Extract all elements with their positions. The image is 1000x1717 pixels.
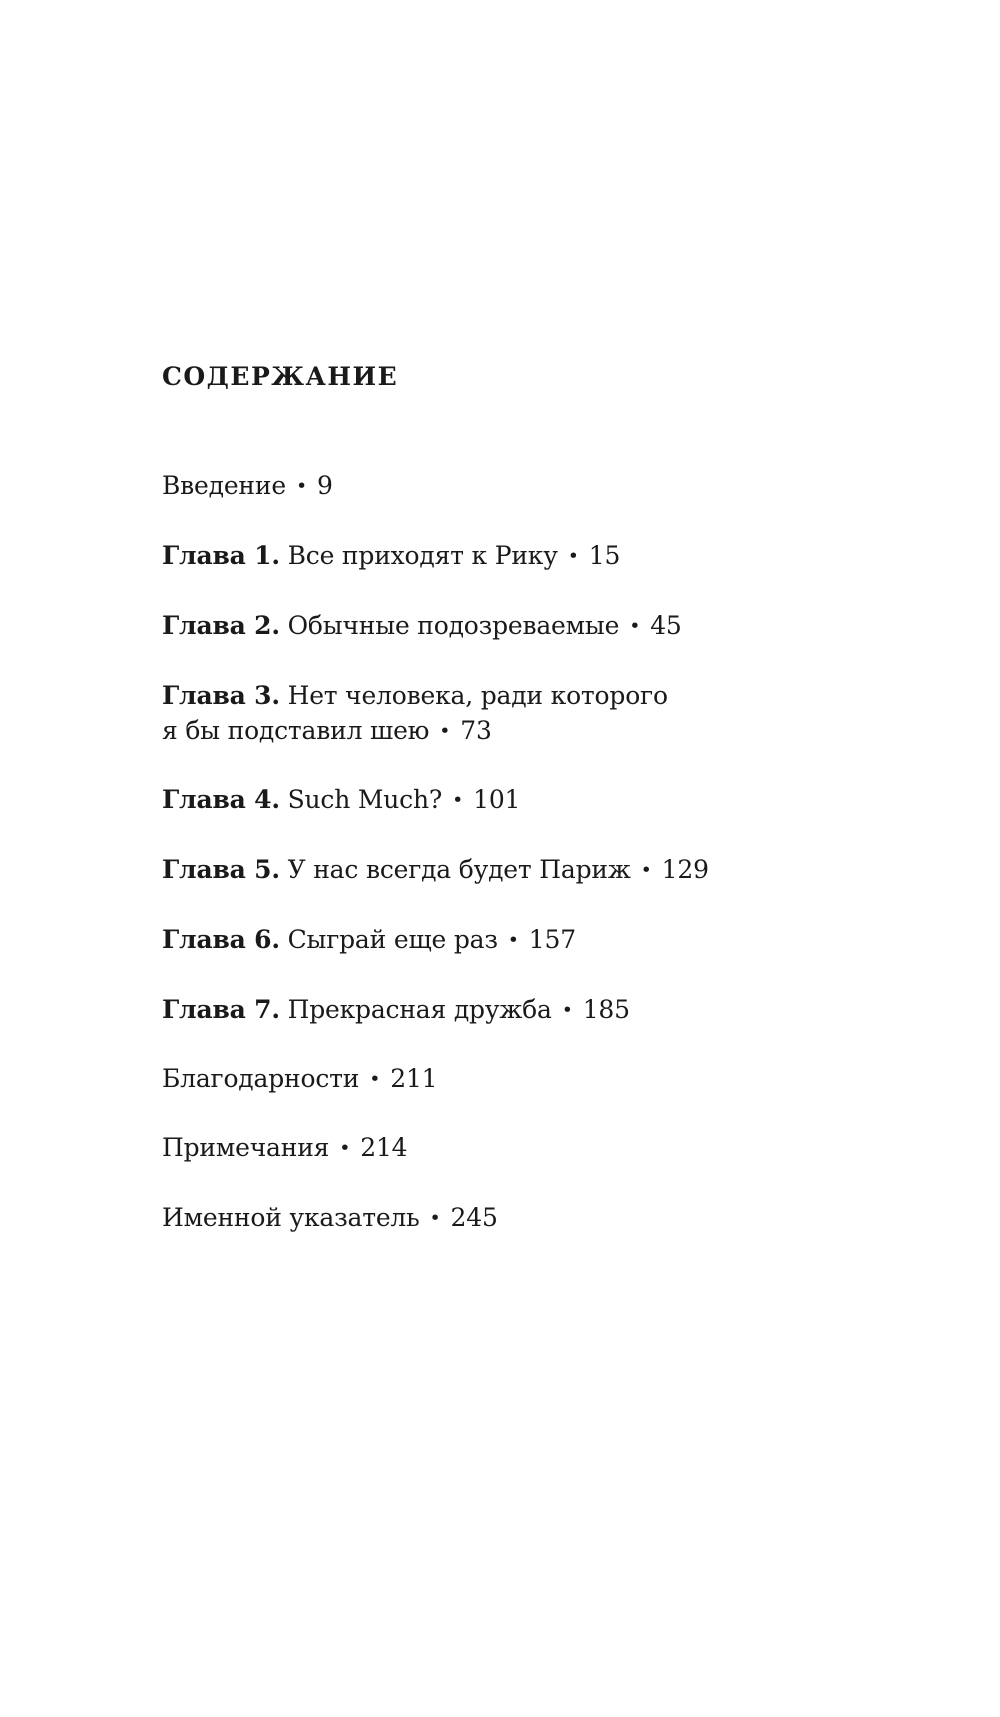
page-number: 157: [528, 925, 576, 954]
entry-label: Благодарности: [162, 1064, 360, 1093]
page-number: 101: [473, 785, 521, 814]
page-number: 211: [390, 1064, 438, 1093]
chapter-title: Прекрасная дружба: [287, 995, 552, 1024]
chapter-title: Все приходят к Рику: [287, 541, 558, 570]
chapter-title: Нет человека, ради которого: [287, 681, 668, 710]
entry-label: Примечания: [162, 1133, 330, 1162]
page-number: 245: [450, 1203, 498, 1232]
separator-dot: •: [369, 1068, 381, 1090]
chapter-number: Глава 1.: [162, 541, 280, 570]
separator-dot: •: [295, 475, 307, 497]
chapter-title: Обычные подозреваемые: [287, 611, 620, 640]
toc-entry-introduction: [162, 468, 333, 504]
toc-entry-name-index: [162, 1200, 498, 1236]
toc-entry-chapter-3: [162, 678, 668, 749]
page-number: 45: [650, 611, 682, 640]
chapter-number: Глава 7.: [162, 995, 280, 1024]
toc-title: СОДЕРЖАНИЕ: [162, 362, 399, 391]
separator-dot: •: [452, 789, 464, 811]
toc-line-1: [162, 678, 668, 713]
chapter-number: Глава 4.: [162, 785, 280, 814]
toc-entry-chapter-5: [162, 852, 709, 888]
separator-dot: •: [561, 999, 573, 1021]
entry-label: Введение: [162, 471, 286, 500]
toc-entry-chapter-1: [162, 538, 620, 574]
chapter-title-continued: я бы подставил шею: [162, 716, 430, 745]
toc-entry-chapter-7: [162, 992, 630, 1028]
page-number: 214: [360, 1133, 408, 1162]
toc-entry-chapter-4: [162, 782, 520, 818]
page-number: 73: [460, 716, 492, 745]
page-number: 15: [588, 541, 621, 570]
toc-line-2: [162, 713, 668, 749]
entry-label: Именной указатель: [162, 1203, 420, 1232]
separator-dot: •: [629, 615, 641, 637]
page-number: 129: [661, 855, 709, 884]
separator-dot: •: [439, 720, 451, 742]
page-number: 9: [316, 471, 333, 500]
toc-entry-chapter-6: [162, 922, 576, 958]
chapter-number: Глава 2.: [162, 611, 280, 640]
chapter-title: Сыграй еще раз: [287, 925, 498, 954]
chapter-number: Глава 6.: [162, 925, 280, 954]
toc-entry-chapter-2: [162, 608, 682, 644]
page-number: 185: [582, 995, 630, 1024]
separator-dot: •: [507, 929, 519, 951]
separator-dot: •: [339, 1137, 351, 1159]
chapter-title: У нас всегда будет Париж: [287, 855, 631, 884]
separator-dot: •: [640, 859, 652, 881]
chapter-number: Глава 3.: [162, 681, 280, 710]
toc-entry-acknowledgements: [162, 1061, 437, 1097]
separator-dot: •: [429, 1207, 441, 1229]
chapter-title: Such Much?: [287, 785, 443, 814]
toc-entry-notes: [162, 1130, 407, 1166]
chapter-number: Глава 5.: [162, 855, 280, 884]
separator-dot: •: [567, 545, 579, 567]
